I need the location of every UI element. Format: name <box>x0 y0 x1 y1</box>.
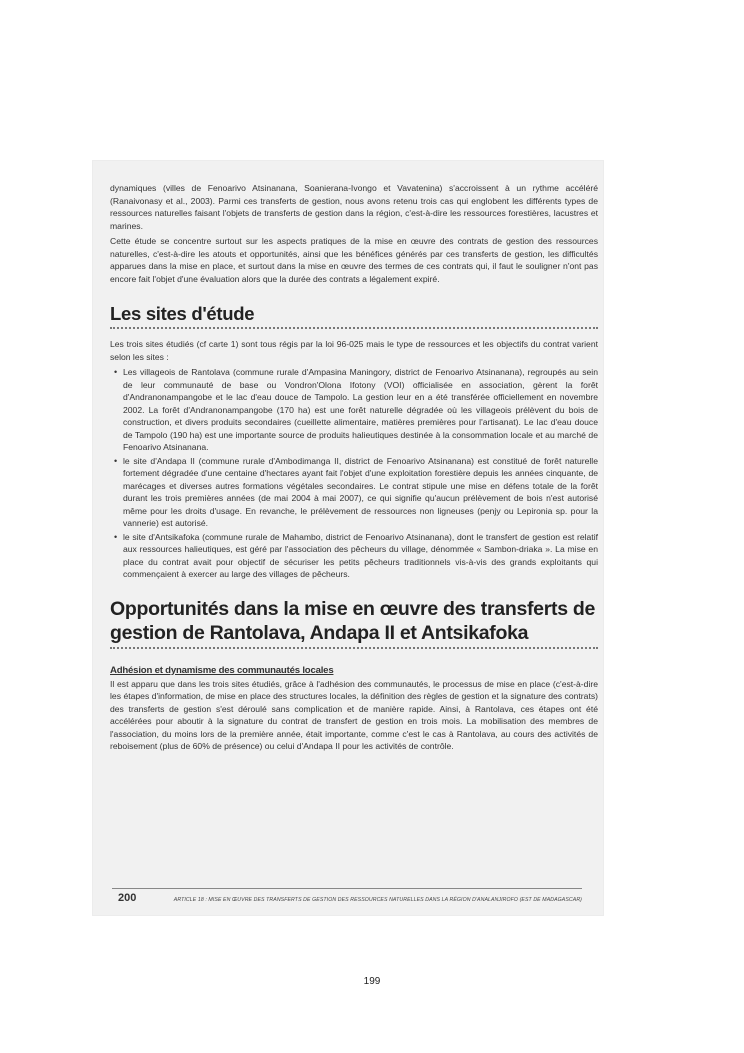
scanned-page-body <box>110 182 598 756</box>
scanned-page-footer <box>112 888 582 904</box>
section-title-sites: Les sites d'étude <box>110 303 255 324</box>
site-rantolava: • Les villageois de Rantolava (commune rurale d'Ampasina Maningory, district de Fenoarivo Atsinanana), regroupés au sein de leur communauté de base ou Vondron'Olona Ifotony (VOI) officialisée en association, gèrent la forêt d'Andranonampangobe et le lac d'eau douce de Tampolo. La gestion leur en a été transférée officiellement en novembre 2002. La forêt d'Andranonampangobe (170 ha) est une forêt naturelle dégradée où les villageois prélèvent du bois de construction, et divers produits secondaires (cueillette alimentaire, matières premières pour l'artisanat). Le lac d'eau douce de Tampolo (190 ha) est une importante source de produits halieutiques destinée à la consommation locale et au marché de Fenoarivo Atsinanana. <box>114 366 598 454</box>
folio-number: 200 <box>118 892 137 904</box>
site-antsikafoka: • le site d'Antsikafoka (commune rurale de Mahambo, district de Fenoarivo Atsinanana), dont le transfert de gestion est relatif aux ressources halieutiques, est géré par l'association des pêcheurs du village, dénommée « Sambon-driaka ». La mise en place du contrat avait pour objectif de sécuriser les petits pêcheurs traditionnels vis-à-vis des grands exploitants qui commençaient à exercer au large des villages de pêcheurs. <box>114 531 598 581</box>
running-title: ARTICLE 18 : MISE EN ŒUVRE DES TRANSFERTS DE GESTION DES RESSOURCES NATURELLES DANS LA RÉGION D'ANALANJIROFO (EST DE MADAGASCAR) <box>173 897 582 903</box>
site-andapa-ii: • le site d'Andapa II (commune rurale d'Ambodimanga II, district de Fenoarivo Atsinanana) est constitué de forêt naturelle fortement dégradée d'une centaine d'hectares ayant fait l'objet d'une exploitation forestière depuis les années cinquante, de marécages et diverses autres formations végétales secondaires. Le contrat stipule une mise en défens totale de la forêt durant les trois premières années (de mai 2004 à mai 2007), ce qui signifie qu'aucun prélèvement de bois n'est autorisé même pour les droits d'usage. En revanche, le prélèvement de ressources non ligneuses (penjy ou Lepironia sp. pour la vannerie) est autorisé. <box>114 455 598 530</box>
section-title-opportunites: Opportunités dans la mise en œuvre des transferts de gestion de Rantolava, Andapa II et Antsikafoka <box>110 597 596 644</box>
sites-intro: Les trois sites étudiés (cf carte 1) sont tous régis par la loi 96-025 mais le type de ressources et les objectifs du contrat varient selon les sites : <box>110 339 598 362</box>
section-title-rule <box>110 647 598 649</box>
adhesion-paragraph: Il est apparu que dans les trois sites étudiés, grâce à l'adhésion des communautés, le processus de mise en place (c'est-à-dire les étapes d'information, de mise en place des structures locales, la définition des règles de gestion et la signature des contrats) des transferts de gestion s'est déroulé sans complication et de manière rapide. Ainsi, à Rantolava, ces étapes ont été accélérées pour aboutir à la signature du contrat de transfert de gestion en trois mois. La mobilisation des membres de l'association, du moins lors de la première année, était importante, comme c'est le cas à Rantolava, au cours des activités de reboisement (plus de 60% de présence) ou celui d'Andapa II pour les activités de contrôle. <box>110 678 598 751</box>
intro-paragraph-1: dynamiques (villes de Fenoarivo Atsinanana, Soanierana-Ivongo et Vavatenina) s'accroissent à un rythme accéléré (Ranaivonasy et al., 2003). Parmi ces transferts de gestion, nous avons retenu trois cas qui englobent les différents types de ressources naturelles faisant l'objets de transferts de gestion dans la région, c'est-à-dire les ressources forestières, lacustres et marines. <box>110 183 598 231</box>
sites-list <box>114 366 598 581</box>
section-title-rule <box>110 327 598 329</box>
page-number: 199 <box>363 976 381 987</box>
intro-paragraph-2: Cette étude se concentre surtout sur les aspects pratiques de la mise en œuvre des contrats de gestion des ressources naturelles, c'est-à-dire les atouts et opportunités, ainsi que les bénéfices générés par ces transferts de gestion, les difficultés apparues dans la mise en place, et surtout dans la mise en œuvre des termes de ces contrats qui, il faut le souligner n'ont pas encore fait l'objet d'une évaluation alors que la durée des contrats a légalement expiré. <box>110 236 598 284</box>
scanned-page <box>92 160 604 916</box>
subheading-adhesion: Adhésion et dynamisme des communautés locales <box>110 664 334 676</box>
